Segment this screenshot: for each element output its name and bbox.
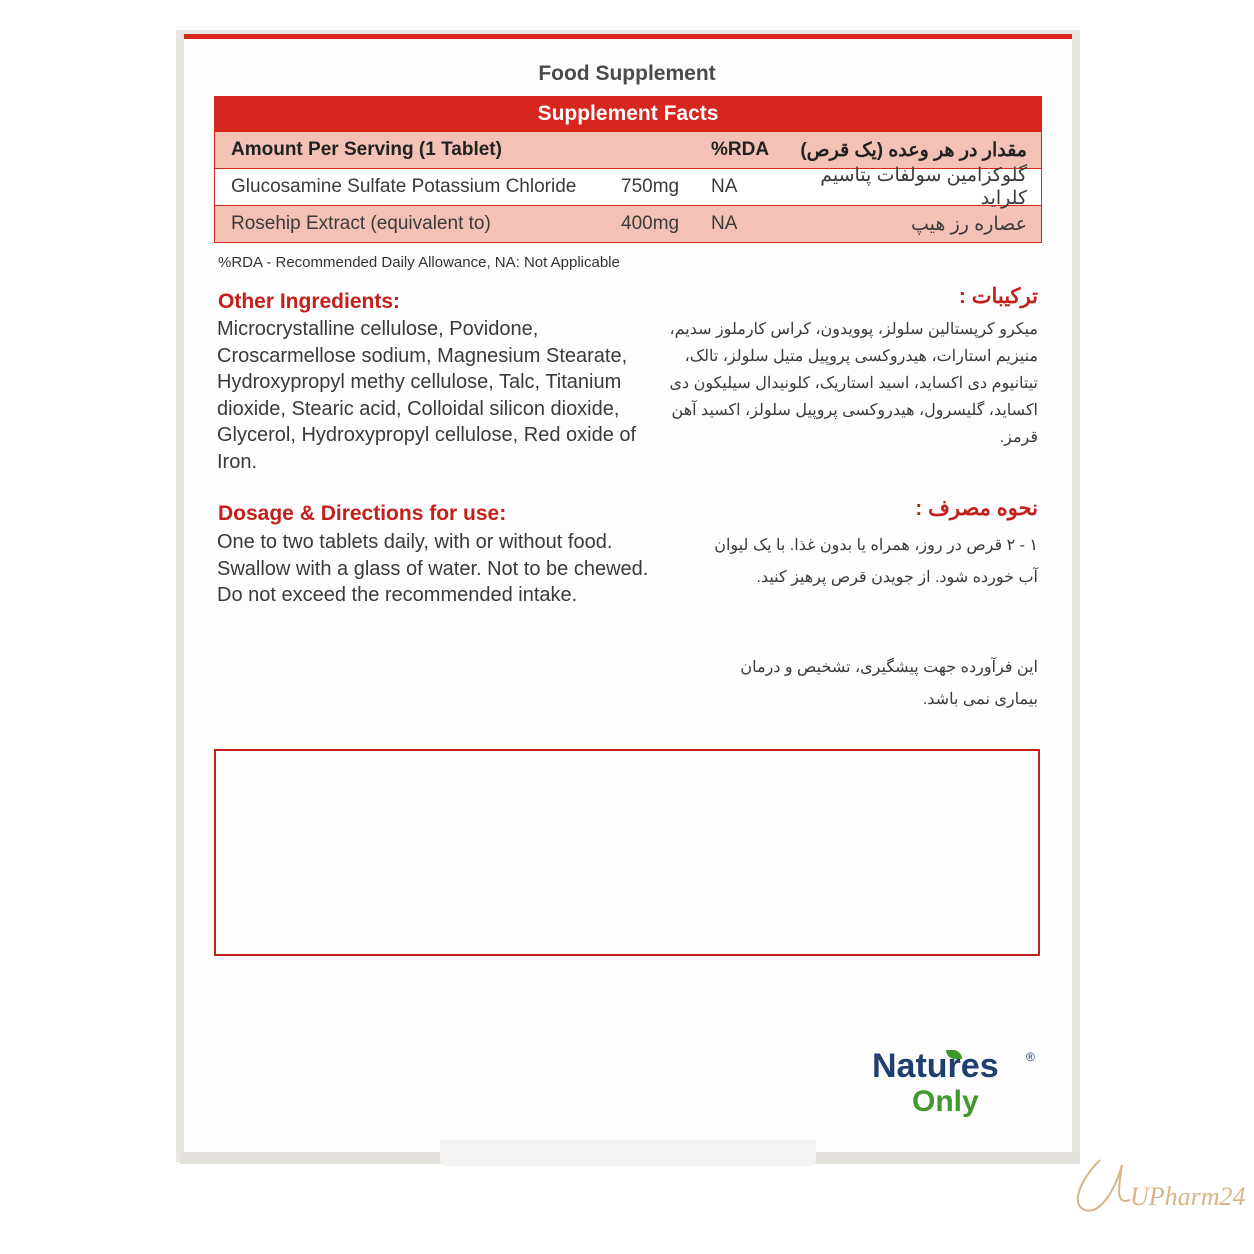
table-row [215, 205, 1041, 242]
rda-footnote: %RDA - Recommended Daily Allowance, NA: Not Applicable [218, 254, 620, 271]
watermark-text: UPharm24 [1130, 1182, 1246, 1211]
supplement-facts-table [214, 96, 1042, 243]
upharm24-watermark [1060, 1150, 1250, 1220]
dosage-text: One to two tablets daily, with or without food. Swallow with a glass of water. Not to be chewed. Do not exceed the recommended intake. [217, 531, 649, 606]
ingredients-text-fa: میکرو کرپستالین سلولز، پوویدون، کراس کارملوز سدیم، منیزیم استارات، هیدروکسی پروپیل متیل سلولز، تالک، تیتانیوم دی اکساید، اسید استاریک، کلونیدال سیلیکون دی اکساید، گلیسرول، هیدروکسی پروپیل سلولز، اکسید آهن قرمز. [669, 321, 1038, 446]
facts-header-row [215, 131, 1041, 168]
batch-code-box [214, 749, 1040, 956]
supplement-facts-title: Supplement Facts [215, 97, 1041, 131]
ingredient-amount: 400mg [621, 213, 680, 234]
brand-logo-natures: Natures [872, 1047, 999, 1085]
food-supplement-heading: Food Supplement [538, 62, 716, 85]
table-row [215, 165, 1041, 209]
dosage-title-fa: نحوه مصرف : [915, 497, 1038, 520]
box-flap-notch [440, 1140, 816, 1166]
ingredient-rda: NA [711, 176, 738, 197]
ingredient-name: Glucosamine Sulfate Potassium Chloride [231, 176, 577, 197]
ingredients-title-fa: ترکیبات : [958, 285, 1038, 308]
serving-label-fa: مقدار در هر وعده (یک قرص) [800, 139, 1027, 161]
other-ingredients-text: Microcrystalline cellulose, Povidone, Croscarmellose sodium, Magnesium Stearate, Hydroxypropyl methy cellulose, Talc, Titanium dioxide, Stearic acid, Colloidal silicon dioxide, Glycerol, Hydroxypropyl cellulose, Red oxide of Iron. [217, 318, 637, 473]
registered-mark: ® [1026, 1050, 1035, 1064]
serving-label: Amount Per Serving (1 Tablet) [231, 139, 502, 160]
ingredient-amount: 750mg [621, 176, 680, 197]
ingredient-name-fa: گلوکزامین سولفات پتاسیم کلراید [820, 165, 1027, 209]
ingredient-name: Rosehip Extract (equivalent to) [231, 213, 491, 234]
rda-label: %RDA [711, 139, 770, 160]
dosage-text-fa: ۱ - ۲ قرص در روز، همراه یا بدون غذا. با یک لیوان آب خورده شود. از جویدن قرص پرهیز کنید. [714, 537, 1038, 586]
ingredient-rda: NA [711, 213, 738, 234]
other-ingredients-title: Other Ingredients: [218, 290, 401, 313]
brand-logo-only: Only [912, 1085, 979, 1118]
dosage-title: Dosage & Directions for use: [218, 502, 507, 525]
disclaimer-fa: این فرآورده جهت پیشگیری، تشخیص و درمان بیماری نمی باشد. [740, 659, 1038, 708]
ingredient-name-fa: عصاره رز هیپ [910, 213, 1027, 235]
